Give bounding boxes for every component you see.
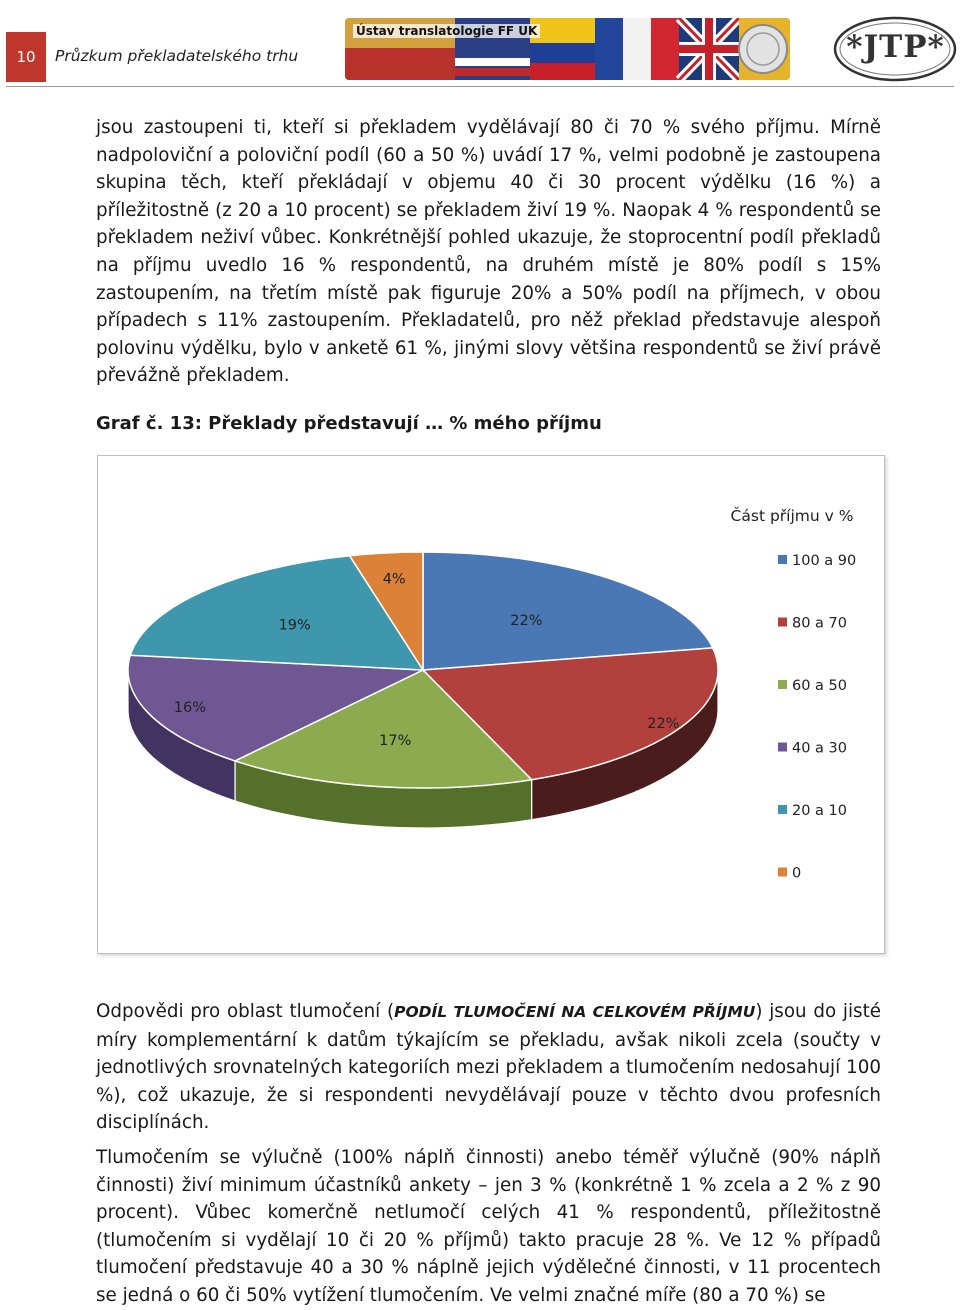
legend-swatch-4: [778, 805, 787, 814]
paragraph-interpreting-share: [96, 998, 881, 1137]
header-rule: [6, 86, 954, 87]
page-number: 10: [6, 32, 46, 82]
paragraph-interpreting-details: Tlumočením se výlučně (100% náplň činnosti) anebo téměř výlučně (90% náplň činnosti) živí minimum účastníků ankety – jen 3 % (konkrétně 1 % zcela a 2 % z 90 procent). Vůbec komerčně netlumočí celých 41 % respondentů, příležitostně (tlumočením si vydělají 10 či 20 % příjmů) takto pracuje 28 %. Ve 12 % případů tlumočení představuje 40 a 30 % náplně jejich výdělečné činnosti, v 11 procentech se jedná o 60 či 50% vytížení tlumočením. Ve velmi značné míře (80 a 70 %) se: [96, 1147, 881, 1306]
legend-title: Část příjmu v %: [730, 507, 854, 525]
institute-banner: [345, 18, 790, 80]
legend-label-0: 100 a 90: [792, 553, 857, 569]
legend-label-5: 0: [792, 865, 802, 882]
legend-label-2: 60 a 50: [792, 678, 848, 694]
legend-label-4: 20 a 10: [792, 803, 848, 819]
figure-caption: Graf č. 13: Překlady představují … % mého příjmu: [96, 413, 602, 434]
pie-chart-frame: [97, 455, 885, 954]
pie-label-2: 17%: [379, 732, 412, 749]
paragraph-2-text-a: Odpovědi pro oblast tlumočení (: [96, 1001, 395, 1022]
paragraph-2-text-b: ) jsou do jisté míry komplementární k datům týkajícím se překladu, avšak nikoli zcela (součty v jednotlivých srovnatelných kategoriích mezi překladem a tlumočením nedosahují 100 %), což ukazuje, že si respondenti nevydělávají pouze v těchto dvou profesních disciplínách.: [96, 1001, 881, 1134]
pie-label-3: 16%: [173, 699, 207, 716]
legend-swatch-0: [778, 555, 787, 564]
pie-chart: [98, 456, 884, 953]
banner-title: Ústav translatologie FF UK: [353, 24, 540, 38]
pie-label-1: 22%: [647, 715, 680, 732]
jtp-logo: [833, 15, 958, 83]
pie-label-5: 4%: [382, 571, 406, 588]
paragraph-translation-income: jsou zastoupeni ti, kteří si překladem vydělávají 80 či 70 % svého příjmu. Mírně nadpoloviční a poloviční podíl (60 a 50 %) uvádí 17 %, velmi podobně je zastoupena skupina těch, kteří překládají v objemu 40 či 30 procent výdělku (16 %) a příležitostně (z 20 a 10 procent) se překladem živí 19 %. Naopak 4 % respondentů se překladem neživí vůbec. Konkrétnější pohled ukazuje, že stoprocentní podíl překladů na příjmu uvedlo 16 % respondentů, na druhém místě je 80% podíl s 15% zastoupením, na třetím místě pak figuruje 20% a 50% podíl na příjmech, v obou případech s 11% zastoupením. Překladatelů, pro něž překlad představuje alespoň polovinu výdělku, bylo v anketě 61 %, jinými slovy většina respondentů se živí právě převážně překladem.: [96, 117, 881, 387]
legend-swatch-1: [778, 618, 787, 627]
university-seal-icon: [739, 25, 787, 73]
paragraph-2-emphasis: PODÍL TLUMOČENÍ NA CELKOVÉM PŘÍJMU: [394, 1003, 756, 1021]
legend-swatch-2: [778, 680, 787, 689]
jtp-logo-text: *JTP*: [846, 29, 945, 65]
legend-label-1: 80 a 70: [792, 615, 848, 632]
page-header: [0, 0, 960, 92]
pie-label-4: 19%: [278, 617, 311, 634]
pie-label-0: 22%: [510, 613, 543, 629]
legend-label-3: 40 a 30: [792, 740, 848, 757]
running-title: Průzkum překladatelského trhu: [55, 47, 299, 65]
legend-swatch-5: [778, 868, 787, 877]
legend-swatch-3: [778, 743, 787, 752]
